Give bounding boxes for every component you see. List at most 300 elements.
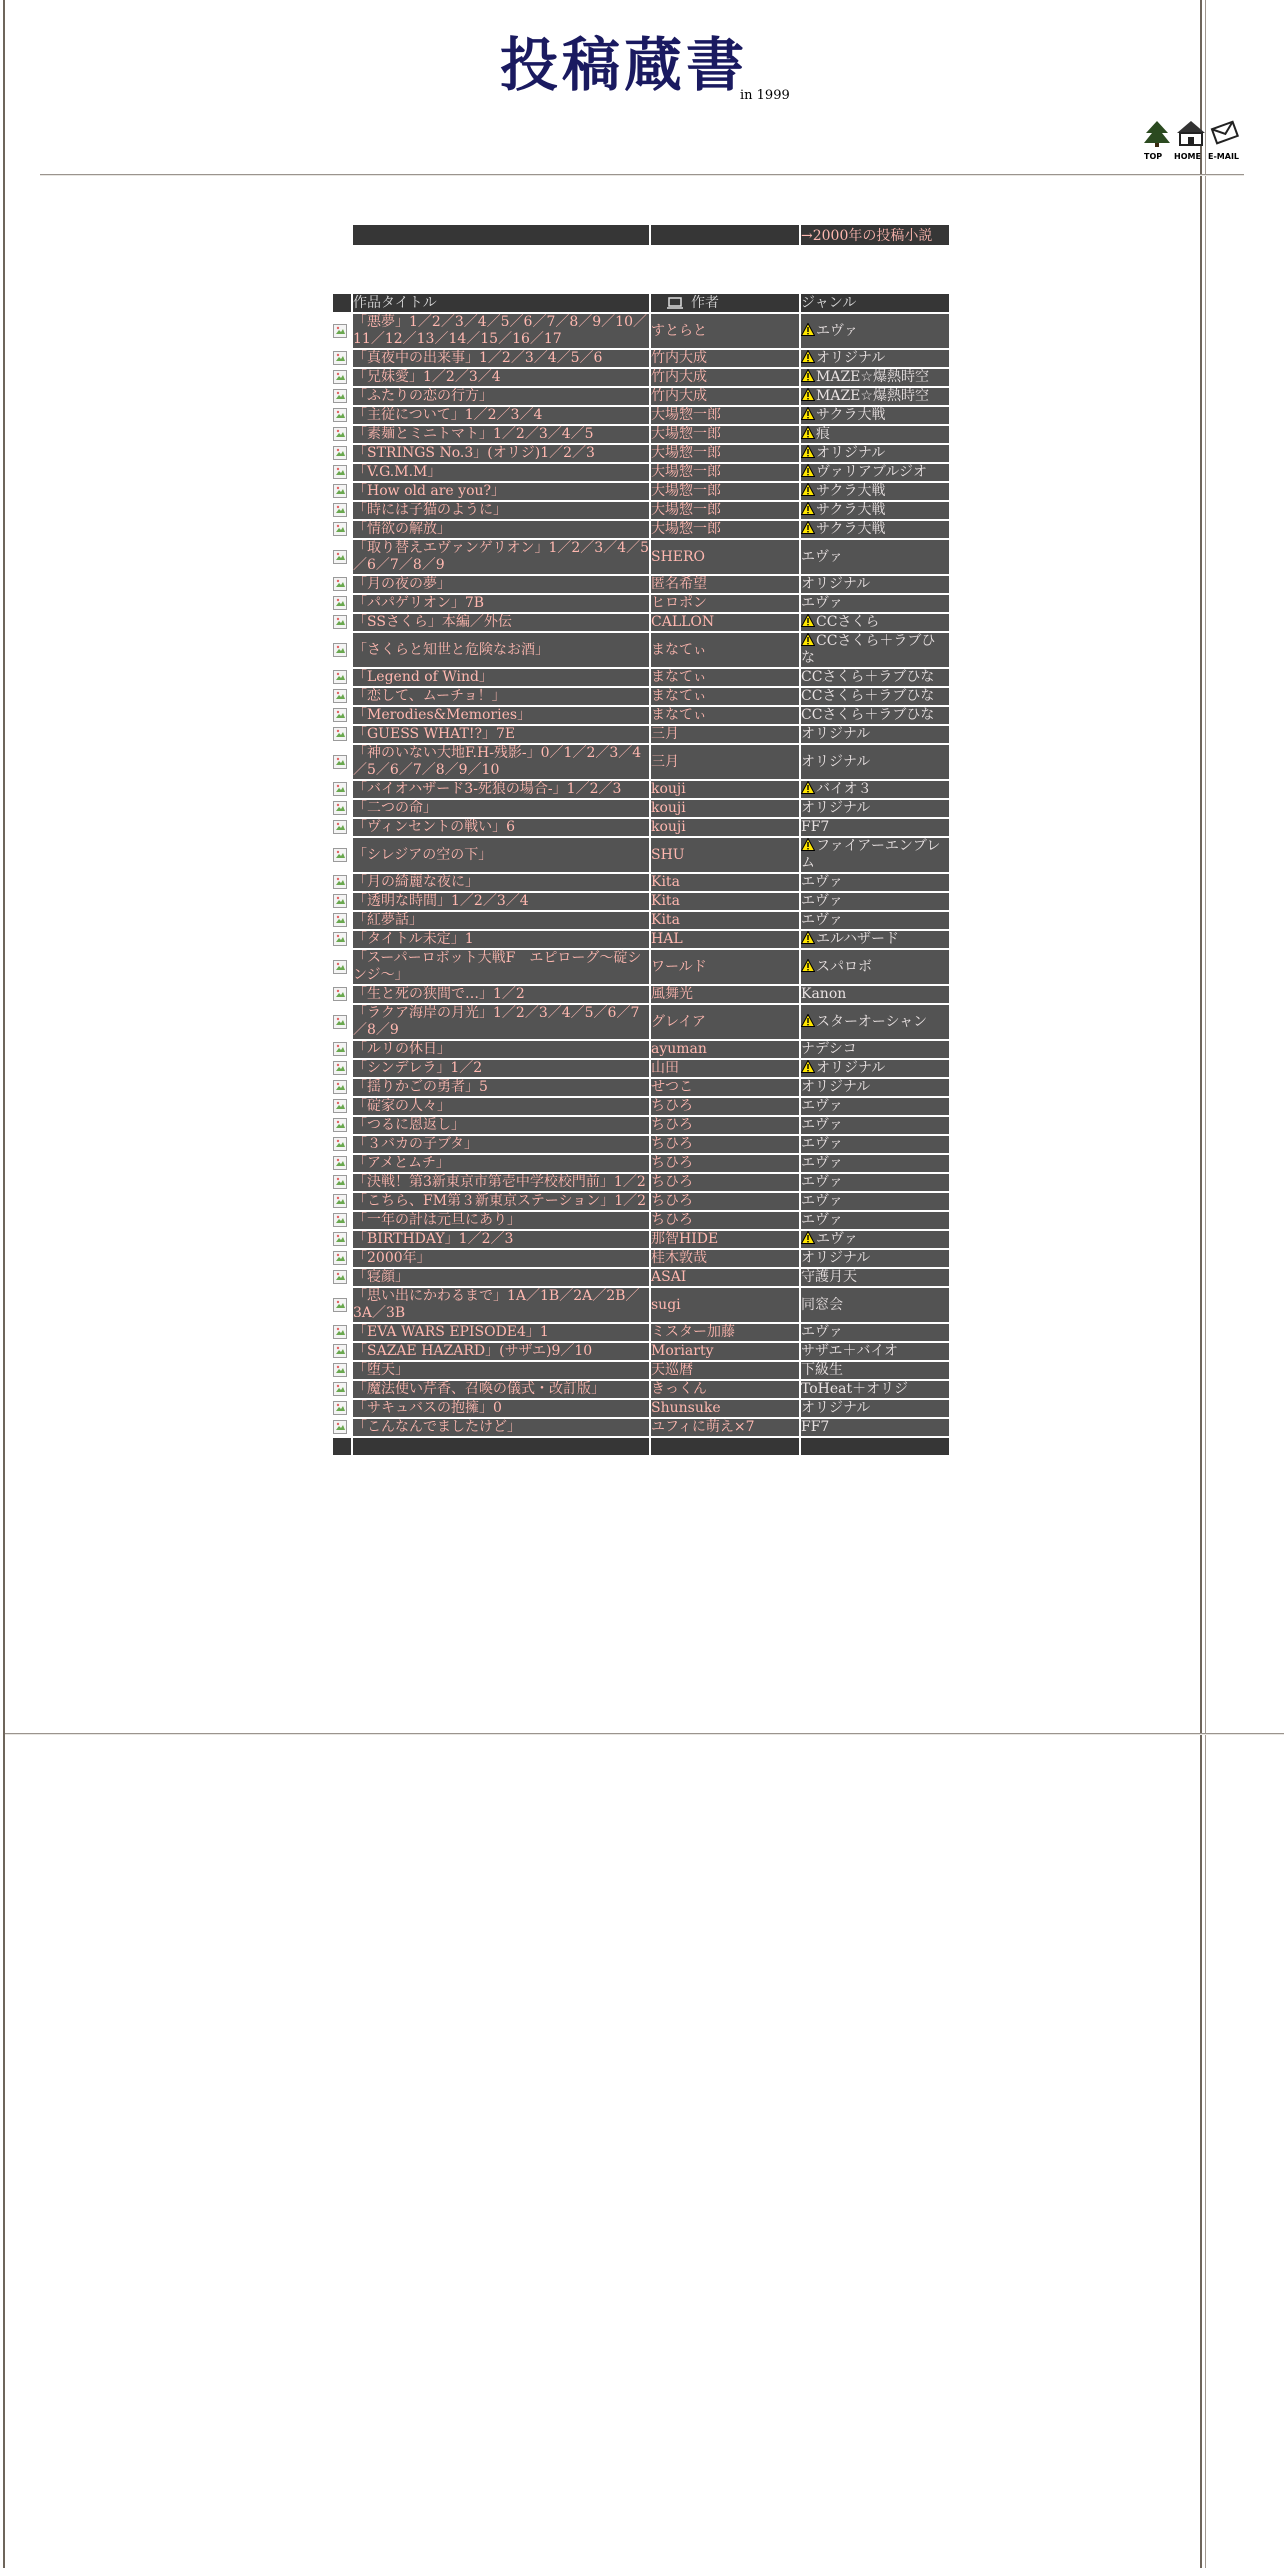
novel-title-link[interactable]: 「紅夢話」	[353, 912, 649, 929]
broken-image-icon	[333, 1298, 347, 1312]
row-image-cell	[333, 521, 351, 538]
genre-label: エヴァ	[801, 874, 843, 890]
broken-image-icon	[333, 1363, 347, 1377]
table-row	[333, 445, 949, 462]
novel-title-link[interactable]: 「３バカの子ブタ」	[353, 1136, 649, 1153]
author-link[interactable]: 匿名希望	[651, 576, 799, 593]
novel-title-link[interactable]: 「思い出にかわるまで」1A／1B／2A／2B／3A／3B	[353, 1288, 649, 1322]
row-image-cell	[333, 614, 351, 631]
novel-title-link[interactable]: 「STRINGS No.3」(オリジ)1／2／3	[353, 445, 649, 462]
left-frame-line	[3, 0, 5, 2568]
broken-image-icon	[333, 801, 347, 815]
broken-image-icon	[333, 894, 347, 908]
broken-image-icon	[333, 1270, 347, 1284]
nav-home-link[interactable]	[1174, 119, 1208, 161]
table-row	[333, 1098, 949, 1115]
warning-icon	[801, 614, 815, 627]
novel-title-link[interactable]: 「透明な時間」1／2／3／4	[353, 893, 649, 910]
table-row	[333, 1005, 949, 1039]
genre-label: エヴァ	[801, 1098, 843, 1114]
table-row	[333, 745, 949, 779]
column-header-author	[651, 294, 799, 312]
novel-title-link[interactable]: 「V.G.M.M」	[353, 464, 649, 481]
genre-label: エヴァ	[801, 1136, 843, 1152]
author-link[interactable]: ちひろ	[651, 1212, 799, 1229]
broken-image-icon	[333, 427, 347, 441]
author-link[interactable]: 大場惣一郎	[651, 502, 799, 519]
author-link[interactable]: 竹内大成	[651, 350, 799, 367]
novel-title-link[interactable]: 「魔法使い芹香、召喚の儀式・改訂版」	[353, 1381, 649, 1398]
envelope-icon	[1208, 119, 1242, 147]
row-image-cell	[333, 800, 351, 817]
row-image-cell	[333, 707, 351, 724]
genre-cell	[801, 1060, 949, 1077]
broken-image-icon	[333, 446, 347, 460]
author-link[interactable]: CALLON	[651, 614, 799, 631]
novel-title-link[interactable]: 「恋して、ムーチョ！」	[353, 688, 649, 705]
genre-cell	[801, 819, 949, 836]
author-link[interactable]: ちひろ	[651, 1155, 799, 1172]
genre-cell	[801, 1005, 949, 1039]
author-link[interactable]: kouji	[651, 800, 799, 817]
warning-icon	[801, 369, 815, 382]
row-image-cell	[333, 445, 351, 462]
broken-image-icon	[333, 615, 347, 629]
genre-label: エヴァ	[801, 1117, 843, 1133]
row-image-cell	[333, 314, 351, 348]
author-link[interactable]: 大場惣一郎	[651, 464, 799, 481]
broken-image-icon	[333, 755, 347, 769]
nav-home-label: HOME	[1174, 152, 1201, 161]
novel-title-link[interactable]: 「BIRTHDAY」1／2／3	[353, 1231, 649, 1248]
row-image-cell	[333, 726, 351, 743]
author-link[interactable]: 風舞光	[651, 986, 799, 1003]
author-link[interactable]: sugi	[651, 1288, 799, 1322]
novel-title-link[interactable]: 「バイオハザード3-死狼の場合-」1／2／3	[353, 781, 649, 798]
genre-label: MAZE☆爆熱時空	[816, 388, 929, 404]
table-row	[333, 1231, 949, 1248]
table-header-row	[333, 294, 949, 312]
author-link[interactable]: 大場惣一郎	[651, 521, 799, 538]
novel-title-link[interactable]: 「素麺とミニトマト」1／2／3／4／5	[353, 426, 649, 443]
novel-title-link[interactable]: 「さくらと知世と危険なお酒」	[353, 633, 649, 667]
right-frame-line-2	[1205, 0, 1206, 2568]
nav-email-label: E-MAIL	[1208, 152, 1240, 161]
novel-title-link[interactable]: 「タイトル未定」1	[353, 931, 649, 948]
table-row	[333, 1212, 949, 1229]
warning-icon	[801, 323, 815, 336]
novel-title-link[interactable]: 「主従について」1／2／3／4	[353, 407, 649, 424]
genre-cell	[801, 445, 949, 462]
genre-cell	[801, 388, 949, 405]
row-image-cell	[333, 1155, 351, 1172]
row-image-cell	[333, 407, 351, 424]
row-image-cell	[333, 1400, 351, 1417]
row-image-cell	[333, 1041, 351, 1058]
genre-label: サクラ大戦	[816, 483, 886, 499]
warning-icon	[801, 1060, 815, 1073]
row-image-cell	[333, 986, 351, 1003]
author-link[interactable]: Moriarty	[651, 1343, 799, 1360]
genre-cell	[801, 369, 949, 386]
warning-icon	[801, 1014, 815, 1027]
novel-title-link[interactable]: 「スーパーロボット大戦F エピローグ～碇シンジ～」	[353, 950, 649, 984]
genre-cell	[801, 669, 949, 686]
novel-title-link[interactable]: 「SSさくら」本編／外伝	[353, 614, 649, 631]
tree-icon	[1142, 119, 1172, 147]
row-image-cell	[333, 483, 351, 500]
genre-cell	[801, 1041, 949, 1058]
genre-label: スターオーシャン	[816, 1013, 928, 1030]
author-link[interactable]: グレイア	[651, 1005, 799, 1039]
broken-image-icon	[333, 1344, 347, 1358]
novel-title-link[interactable]: 「EVA WARS EPISODE4」1	[353, 1324, 649, 1341]
table-row	[333, 1060, 949, 1077]
author-link[interactable]: Shunsuke	[651, 1400, 799, 1417]
row-image-cell	[333, 1343, 351, 1360]
author-link[interactable]: 大場惣一郎	[651, 445, 799, 462]
nav-top-link[interactable]	[1142, 119, 1172, 161]
genre-label: エヴァ	[801, 912, 843, 928]
row-image-cell	[333, 1174, 351, 1191]
novel-title-link[interactable]: 「決戦！第3新東京市第壱中学校校門前」1／2	[353, 1174, 649, 1191]
author-link[interactable]: ワールド	[651, 950, 799, 984]
author-link[interactable]: せつこ	[651, 1079, 799, 1096]
genre-label: ファイアーエンブレム	[801, 838, 941, 871]
author-link[interactable]: kouji	[651, 819, 799, 836]
novel-title-link[interactable]: 「真夜中の出来事」1／2／3／4／5／6	[353, 350, 649, 367]
table-row	[333, 1288, 949, 1322]
novel-title-link[interactable]: 「ラクア海岸の月光」1／2／3／4／5／6／7／8／9	[353, 1005, 649, 1039]
author-link[interactable]: 竹内大成	[651, 388, 799, 405]
genre-cell	[801, 1400, 949, 1417]
author-link[interactable]: ミスター加藤	[651, 1324, 799, 1341]
table-row	[333, 1117, 949, 1134]
genre-cell	[801, 1117, 949, 1134]
broken-image-icon	[333, 1213, 347, 1227]
genre-cell	[801, 1269, 949, 1286]
author-link[interactable]: ちひろ	[651, 1193, 799, 1210]
warning-icon	[801, 931, 815, 944]
novel-title-link[interactable]: 「ヴィンセントの戦い」6	[353, 819, 649, 836]
warning-icon	[801, 521, 815, 534]
novel-title-link[interactable]: 「Merodies&Memories」	[353, 707, 649, 724]
novel-title-link[interactable]: 「堕天」	[353, 1362, 649, 1379]
broken-image-icon	[333, 1325, 347, 1339]
table-row	[333, 314, 949, 348]
genre-cell	[801, 1324, 949, 1341]
genre-cell	[801, 483, 949, 500]
author-link[interactable]: ちひろ	[651, 1117, 799, 1134]
broken-image-icon	[333, 848, 347, 862]
novel-title-link[interactable]: 「2000年」	[353, 1250, 649, 1267]
footer-divider	[5, 1733, 1284, 1735]
genre-label: Kanon	[801, 986, 847, 1002]
author-link[interactable]: ASAI	[651, 1269, 799, 1286]
genre-cell	[801, 1231, 949, 1248]
genre-label: 痕	[816, 426, 830, 442]
row-image-cell	[333, 595, 351, 612]
table-row	[333, 1193, 949, 1210]
broken-image-icon	[333, 913, 347, 927]
genre-cell	[801, 838, 949, 872]
row-image-cell	[333, 781, 351, 798]
genre-cell	[801, 540, 949, 574]
novel-title-link[interactable]: 「サキュバスの抱擁」0	[353, 1400, 649, 1417]
genre-cell	[801, 1250, 949, 1267]
author-link[interactable]: 大場惣一郎	[651, 426, 799, 443]
genre-label: 同窓会	[801, 1296, 843, 1313]
genre-label: エルハザード	[816, 931, 900, 947]
genre-label: オリジナル	[816, 445, 886, 461]
author-link[interactable]: 那智HIDE	[651, 1231, 799, 1248]
broken-image-icon	[333, 708, 347, 722]
broken-image-icon	[333, 550, 347, 564]
warning-icon	[801, 388, 815, 401]
row-image-cell	[333, 931, 351, 948]
table-row	[333, 369, 949, 386]
table-row	[333, 576, 949, 593]
row-image-cell	[333, 350, 351, 367]
table-row	[333, 1155, 949, 1172]
novel-title-link[interactable]: 「悪夢」1／2／3／4／5／6／7／8／9／10／11／12／13／14／15／16／17	[353, 314, 649, 348]
nav-email-link[interactable]	[1208, 119, 1242, 161]
genre-label: ToHeat＋オリジ	[801, 1381, 909, 1397]
genre-label: エヴァ	[801, 595, 843, 611]
row-image-cell	[333, 838, 351, 872]
genre-cell	[801, 1419, 949, 1436]
genre-label: エヴァ	[801, 893, 843, 909]
genre-cell	[801, 502, 949, 519]
author-link[interactable]: ちひろ	[651, 1174, 799, 1191]
author-link[interactable]: Kita	[651, 874, 799, 891]
novel-title-link[interactable]: 「一年の計は元旦にあり」	[353, 1212, 649, 1229]
genre-label: オリジナル	[801, 726, 871, 742]
row-image-cell	[333, 745, 351, 779]
table-row	[333, 633, 949, 667]
genre-cell	[801, 781, 949, 798]
table-row	[333, 1324, 949, 1341]
right-frame-line	[1200, 0, 1202, 2568]
author-link[interactable]: Kita	[651, 912, 799, 929]
genre-cell	[801, 1362, 949, 1379]
novel-title-link[interactable]: 「情欲の解放」	[353, 521, 649, 538]
row-image-cell	[333, 1324, 351, 1341]
genre-cell	[801, 931, 949, 948]
row-image-cell	[333, 1060, 351, 1077]
broken-image-icon	[333, 782, 347, 796]
footer-cell	[801, 1438, 949, 1455]
novel-title-link[interactable]: 「GUESS WHAT!?」7E	[353, 726, 649, 743]
nav-icons	[1142, 119, 1242, 161]
genre-cell	[801, 912, 949, 929]
genre-cell	[801, 1193, 949, 1210]
table-row	[333, 669, 949, 686]
broken-image-icon	[333, 1080, 347, 1094]
genre-cell	[801, 1136, 949, 1153]
genre-label: オリジナル	[801, 1250, 871, 1266]
genre-cell	[801, 1212, 949, 1229]
novel-title-link[interactable]: 「揺りかごの勇者」5	[353, 1079, 649, 1096]
author-link[interactable]: 三月	[651, 726, 799, 743]
novel-title-link[interactable]: 「寝顔」	[353, 1269, 649, 1286]
broken-image-icon	[333, 987, 347, 1001]
genre-label: エヴァ	[801, 1324, 843, 1340]
table-row	[333, 726, 949, 743]
novel-title-link[interactable]: 「こんなんでましたけど」	[353, 1419, 649, 1436]
novel-title-link[interactable]: 「月の夜の夢」	[353, 576, 649, 593]
novel-title-link[interactable]: 「SAZAE HAZARD」(サザエ)9／10	[353, 1343, 649, 1360]
genre-cell	[801, 726, 949, 743]
novel-title-link[interactable]: 「碇家の人々」	[353, 1098, 649, 1115]
genre-cell	[801, 1381, 949, 1398]
novel-title-link[interactable]: 「兄妹愛」1／2／3／4	[353, 369, 649, 386]
broken-image-icon	[333, 960, 347, 974]
novel-table	[331, 292, 951, 1457]
genre-cell	[801, 1174, 949, 1191]
warning-icon	[801, 350, 815, 363]
broken-image-icon	[333, 875, 347, 889]
novel-title-link[interactable]: 「パパゲリオン」7B	[353, 595, 649, 612]
genre-label: 守護月天	[801, 1269, 857, 1285]
table-row	[333, 931, 949, 948]
author-link[interactable]: ちひろ	[651, 1136, 799, 1153]
novel-title-link[interactable]: 「神のいない大地F.H-残影-」0／1／2／3／4／5／6／7／8／9／10	[353, 745, 649, 779]
genre-cell	[801, 745, 949, 779]
row-image-cell	[333, 426, 351, 443]
author-link[interactable]: まなてぃ	[651, 688, 799, 705]
novel-title-link[interactable]: 「二つの命」	[353, 800, 649, 817]
broken-image-icon	[333, 324, 347, 338]
row-image-cell	[333, 369, 351, 386]
author-link[interactable]: SHERO	[651, 540, 799, 574]
novel-title-link[interactable]: 「How old are you?」	[353, 483, 649, 500]
genre-cell	[801, 800, 949, 817]
broken-image-icon	[333, 484, 347, 498]
site-logo: 投稿蔵書	[500, 31, 749, 99]
row-image-cell	[333, 1079, 351, 1096]
table-row	[333, 1381, 949, 1398]
column-header-title: 作品タイトル	[353, 294, 649, 312]
broken-image-icon	[333, 351, 347, 365]
genre-label: ヴァリアブルジオ	[816, 464, 927, 480]
novel-title-link[interactable]: 「時には子猫のように」	[353, 502, 649, 519]
author-link[interactable]: きっくん	[651, 1381, 799, 1398]
novel-title-link[interactable]: 「取り替えエヴァンゲリオン」1／2／3／4／5／6／7／8／9	[353, 540, 649, 573]
warning-icon	[801, 1231, 815, 1244]
author-link[interactable]: まなてぃ	[651, 669, 799, 686]
table-row	[333, 781, 949, 798]
novel-title-link[interactable]: 「ルリの休日」	[353, 1041, 649, 1058]
row-image-cell	[333, 1098, 351, 1115]
genre-cell	[801, 350, 949, 367]
table-row	[333, 688, 949, 705]
author-link[interactable]: 竹内大成	[651, 369, 799, 386]
genre-cell	[801, 893, 949, 910]
genre-label: エヴァ	[801, 1212, 843, 1228]
author-link[interactable]: 大場惣一郎	[651, 483, 799, 500]
author-link[interactable]: 大場惣一郎	[651, 407, 799, 424]
author-link[interactable]: ヒロポン	[651, 595, 799, 612]
genre-label: FF7	[801, 1419, 830, 1435]
row-image-cell	[333, 1212, 351, 1229]
author-link[interactable]: ちひろ	[651, 1098, 799, 1115]
author-link[interactable]: まなてぃ	[651, 633, 799, 667]
author-link[interactable]: ユフィに萌え×7	[651, 1419, 799, 1436]
author-link[interactable]: ayuman	[651, 1041, 799, 1058]
genre-cell	[801, 521, 949, 538]
genre-cell	[801, 314, 949, 348]
row-image-cell	[333, 633, 351, 667]
author-link[interactable]: 三月	[651, 745, 799, 779]
novel-title-link[interactable]: 「シンデレラ」1／2	[353, 1060, 649, 1077]
novel-title-link[interactable]: 「月の綺麗な夜に」	[353, 874, 649, 891]
author-link[interactable]: SHU	[651, 838, 799, 872]
genre-cell	[801, 1155, 949, 1172]
author-link[interactable]: kouji	[651, 781, 799, 798]
row-image-cell	[333, 669, 351, 686]
genre-cell	[801, 1079, 949, 1096]
table-row	[333, 483, 949, 500]
row-image-cell	[333, 1419, 351, 1436]
table-row	[333, 1079, 949, 1096]
warning-icon	[801, 838, 815, 851]
column-header-genre: ジャンル	[801, 294, 949, 312]
header-divider	[40, 174, 1244, 176]
genre-cell	[801, 595, 949, 612]
link-2000-novels[interactable]: →2000年の投稿小説	[801, 225, 949, 245]
author-link[interactable]: HAL	[651, 931, 799, 948]
table-row	[333, 1136, 949, 1153]
genre-label: オリジナル	[801, 800, 871, 816]
author-link[interactable]: Kita	[651, 893, 799, 910]
broken-image-icon	[333, 1401, 347, 1415]
author-link[interactable]: 天巡暦	[651, 1362, 799, 1379]
genre-label: オリジナル	[816, 350, 886, 366]
novel-title-link[interactable]: 「シレジアの空の下」	[353, 838, 649, 872]
house-icon	[1174, 119, 1208, 147]
broken-image-icon	[333, 727, 347, 741]
broken-image-icon	[333, 522, 347, 536]
genre-cell	[801, 986, 949, 1003]
novel-title-link[interactable]: 「こちら、FM第３新東京ステーション」1／2	[353, 1193, 649, 1210]
novel-title-link[interactable]: 「ふたりの恋の行方」	[353, 388, 649, 405]
genre-cell	[801, 707, 949, 724]
novel-title-link[interactable]: 「Legend of Wind」	[353, 669, 649, 686]
genre-label: オリジナル	[801, 1079, 871, 1095]
row-image-cell	[333, 576, 351, 593]
genre-cell	[801, 407, 949, 424]
genre-cell	[801, 464, 949, 481]
author-link[interactable]: 山田	[651, 1060, 799, 1077]
broken-image-icon	[333, 1137, 347, 1151]
novel-title-link[interactable]: 「アメとムチ」	[353, 1155, 649, 1172]
table-row	[333, 950, 949, 984]
broken-image-icon	[333, 932, 347, 946]
author-link[interactable]: まなてぃ	[651, 707, 799, 724]
top-bar-cell-2	[651, 225, 799, 245]
row-image-cell	[333, 1005, 351, 1039]
broken-image-icon	[333, 577, 347, 591]
broken-image-icon	[333, 820, 347, 834]
novel-title-link[interactable]: 「つるに恩返し」	[353, 1117, 649, 1134]
author-link[interactable]: すとらと	[651, 314, 799, 348]
pen-icon	[667, 296, 685, 310]
table-row	[333, 350, 949, 367]
row-image-cell	[333, 502, 351, 519]
author-link[interactable]: 桂木敦哉	[651, 1250, 799, 1267]
novel-title-link[interactable]: 「生と死の狭間で…」1／2	[353, 986, 649, 1003]
